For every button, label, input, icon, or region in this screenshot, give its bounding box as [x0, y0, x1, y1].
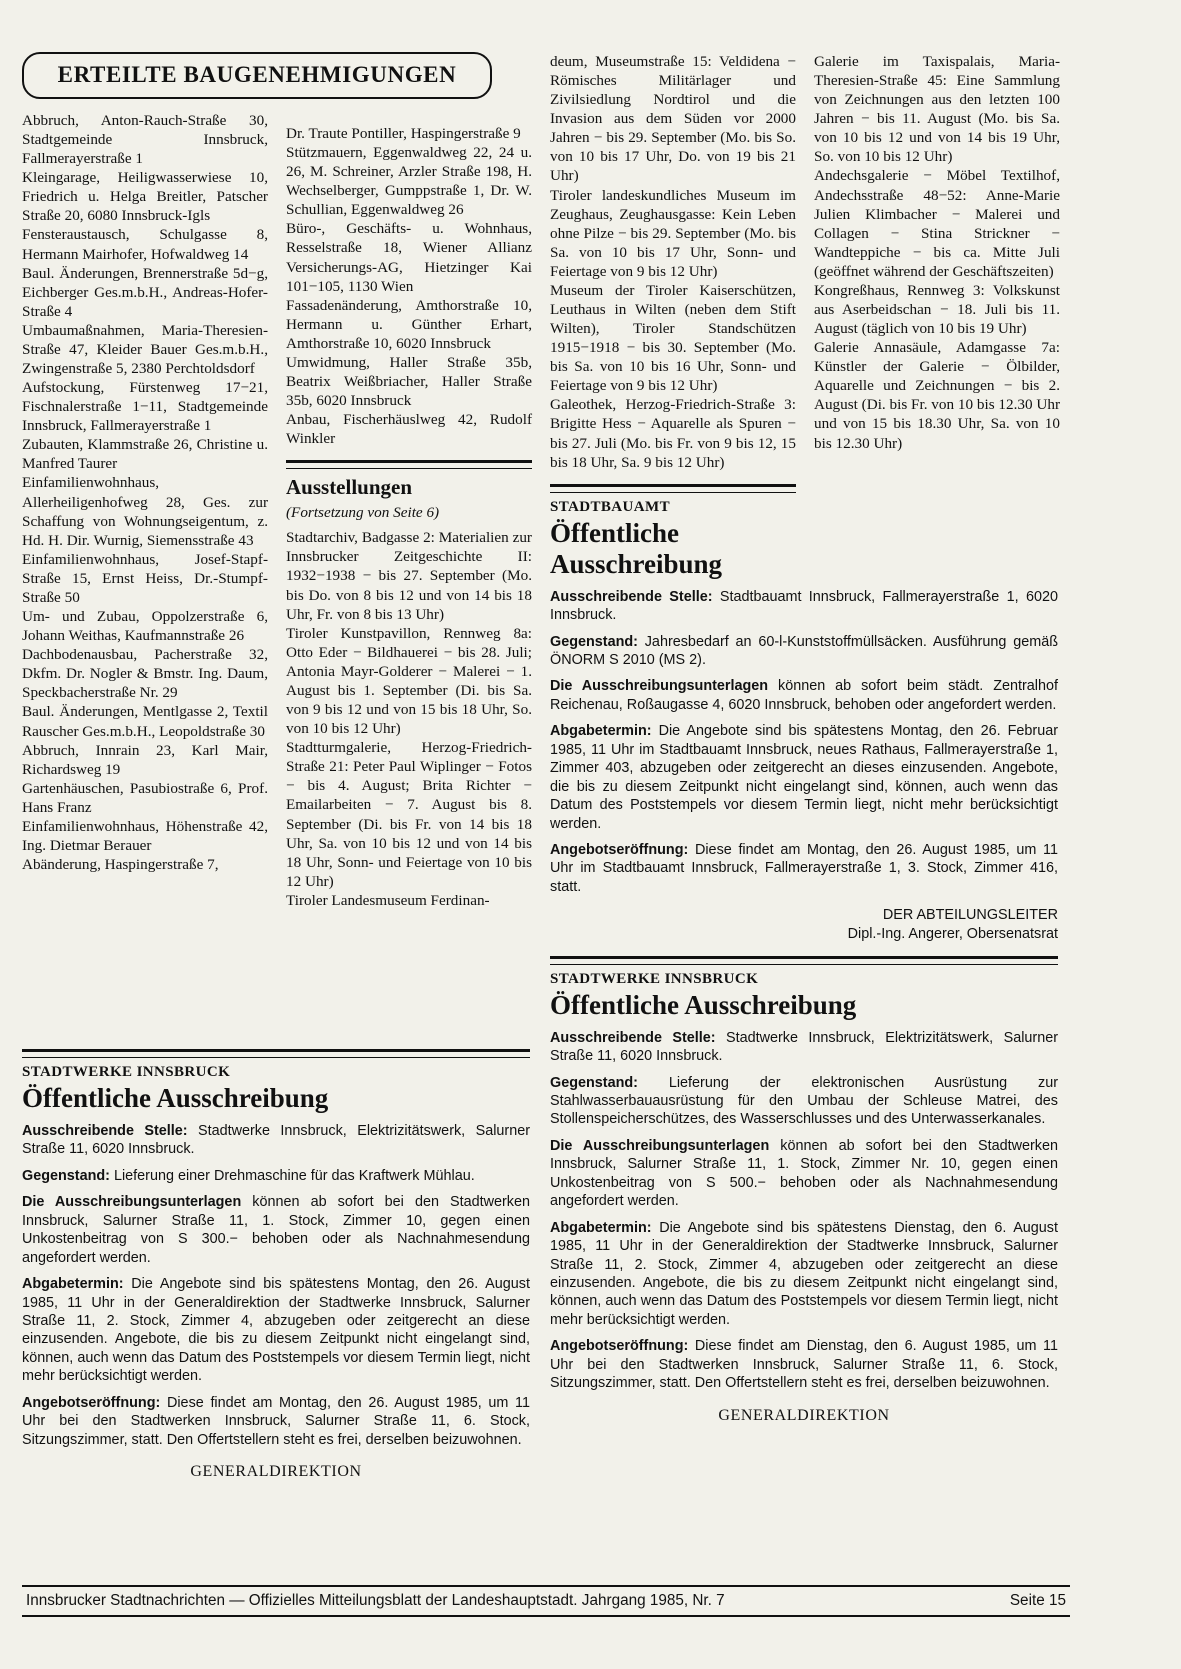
notice-text: Jahresbedarf an 60-l-Kunststoffmüllsäcken. Ausführung gemäß ÖNORM S 2010 (MS 2). — [550, 633, 1058, 669]
divider — [550, 956, 1058, 965]
paragraph: Galerie Annasäule, Adamgasse 7a: Künstler der Galerie − Ölbilder, Aquarelle und Zeichnungen − bis 2. August (Di. bis Fr. von 10 bis 12.30 Uhr und von 15 bis 18.30 Uhr, Sa. von 10 bis 12.30 Uhr) — [814, 339, 1060, 452]
notice-label: Gegenstand: — [22, 1167, 110, 1184]
notice-label: Angebotseröffnung: — [22, 1394, 161, 1411]
notice-text: Die Angebote sind bis spätestens Montag, den 26. Februar 1985, 11 Uhr im Stadtbauamt Innsbruck, neues Rathaus, Fallmerayerstraße 1, Zimmer 403, abzugeben oder zeitgerecht an dieses einzusenden. Angebote, die bis zu diesem Zeitpunkt nicht eingelangt sind, können, auch wenn das Datum des Poststempels vor diesem Termin liegt, nicht mehr berücksichtigt werden. — [550, 723, 1058, 832]
paragraph: Abbruch, Anton-Rauch-Straße 30, Stadtgemeinde Innsbruck, Fallmerayerstraße 1 — [22, 112, 268, 168]
paragraph: Umbaumaßnahmen, Maria-Theresien-Straße 47, Kleider Bauer Ges.m.b.H., Zwingenstraße 5, 2380 Perchtoldsdorf — [22, 321, 268, 378]
notice-heading: Öffentliche Ausschreibung — [550, 989, 857, 1020]
paragraph: Einfamilienwohnhaus, Allerheiligenhofweg 28, Ges. zur Schaffung von Wohnungseigentum, z. Hd. H. Dir. Wurnig, Siemensstraße 43 — [22, 474, 268, 549]
paragraph: Fassadenänderung, Amthorstraße 10, Hermann u. Günther Erhart, Amthorstraße 10, 6020 Innsbruck — [286, 296, 532, 352]
notice-paragraph — [550, 722, 1058, 833]
notice-label: Gegenstand: — [550, 633, 638, 650]
notice-text: Stadtbauamt Innsbruck, Fallmerayerstraße 1, 6020 Innsbruck. — [550, 588, 1058, 624]
notice-text: können ab sofort bei den Stadtwerken Innsbruck, Salurner Straße 11, 1. Stock, Zimmer 10, gegen einen Unkostenbeitrag von S 300.− behoben oder als Nachnahmesendung angefordert werden. — [22, 1194, 531, 1266]
notice-label: Ausschreibende Stelle: — [550, 1029, 716, 1046]
column-2 — [286, 52, 532, 910]
notice-paragraph — [550, 633, 1058, 670]
footer-page-number: Seite 15 — [1009, 1592, 1066, 1609]
ausstellungen-heading: Ausstellungen — [286, 475, 413, 500]
notice-label: Angebotseröffnung: — [550, 841, 689, 858]
notice-label: Abgabetermin: — [22, 1276, 124, 1293]
divider — [286, 460, 532, 469]
notice-paragraph — [550, 588, 1058, 625]
notice-paragraph — [550, 1337, 1058, 1392]
page-content — [22, 52, 1062, 1570]
paragraph: Einfamilienwohnhaus, Josef-Stapf-Straße 15, Ernst Heiss, Dr.-Stumpf-Straße 50 — [22, 550, 268, 606]
paragraph: Stützmauern, Eggenwaldweg 22, 24 u. 26, M. Schreiner, Arzler Straße 198, H. Wechselberger, Gumppstraße 1, Dr. W. Schullian, Eggenwaldweg 26 — [286, 144, 532, 219]
notice-paragraph — [550, 1074, 1058, 1129]
notice-paragraph — [22, 1394, 530, 1449]
notice-label: Angebotseröffnung: — [550, 1338, 689, 1355]
paragraph: Stadtturmgalerie, Herzog-Friedrich-Straße 21: Peter Paul Wiplinger − Fotos − bis 4. August; Brita Richter − Emailarbeiten − 7. August bis 8. September (Di. bis Fr. von 14 bis 18 Uhr, Sa. von 10 bis 12 und von 14 bis 18 Uhr, Sonn- und Feiertage von 10 bis 12 Uhr) — [286, 739, 532, 890]
paragraph: Galeothek, Herzog-Friedrich-Straße 3: Brigitte Hess − Aquarelle als Spuren − bis 27. Juli (Mo. bis Fr. von 9 bis 12, 15 bis 18 Uhr, Sa. 9 bis 12 Uhr) — [550, 396, 796, 471]
notice-paragraph — [550, 1029, 1058, 1066]
notice-heading: Öffentliche Ausschreibung — [22, 1083, 329, 1113]
paragraph: Abänderung, Haspingerstraße 7, — [22, 856, 219, 874]
paragraph: Um- und Zubau, Oppolzerstraße 6, Johann Weithas, Kaufmannstraße 26 — [22, 608, 268, 645]
notice-paragraph — [22, 1193, 530, 1267]
notice-text: können ab sofort bei den Stadtwerken Innsbruck, Salurner Straße 11, 1. Stock, Zimmer Nr. 10, gegen einen Unkostenbeitrag von S 500.− behoben oder als Nachnahmesendung angefordert werden. — [550, 1137, 1059, 1210]
divider — [22, 1049, 530, 1058]
divider — [550, 484, 796, 493]
notice-paragraph — [550, 1137, 1058, 1211]
notice-label: Ausschreibende Stelle: — [22, 1123, 188, 1139]
paragraph: Umwidmung, Haller Straße 35b, Beatrix Weißbriacher, Haller Straße 35b, 6020 Innsbruck — [286, 353, 532, 410]
page-title: ERTEILTE BAUGENEHMIGUNGEN — [57, 62, 457, 87]
notice-text: Lieferung einer Drehmaschine für das Kraftwerk Mühlau. — [109, 1167, 475, 1184]
paragraph: Dachbodenausbau, Pacherstraße 32, Dkfm. Dr. Nogler & Bmstr. Ing. Daum, Speckbacherstraße Nr. 29 — [22, 646, 268, 702]
page-footer — [22, 1585, 1070, 1617]
notice-label: Ausschreibende Stelle: — [550, 588, 713, 605]
paragraph: Kongreßhaus, Rennweg 3: Volkskunst aus Aserbeidschan − 18. Juli bis 11. August (täglich von 10 bis 19 Uhr) — [814, 281, 1060, 338]
column-4 — [814, 52, 1060, 453]
org-label-stadtwerke-right: STADTWERKE INNSBRUCK — [550, 970, 759, 987]
notice-text: Diese findet am Montag, den 26. August 1985, um 11 Uhr bei den Stadtwerken Innsbruck, Salurner Straße 11, 6. Stock, Sitzungszimmer, statt. Den Offertstellern steht es frei, derselben beizuwohnen. — [22, 1394, 530, 1448]
notice-label: Die Ausschreibungsunterlagen — [550, 1137, 770, 1154]
generaldirektion-label: GENERALDIREKTION — [718, 1406, 890, 1424]
paragraph: Kleingarage, Heiligwasserwiese 10, Friedrich u. Helga Breitler, Patscher Straße 20, 6080 Innsbruck-Igls — [22, 169, 268, 225]
paragraph: Fensteraustausch, Schulgasse 8, Hermann Mairhofer, Hofwaldweg 14 — [22, 226, 268, 263]
paragraph: Einfamilienwohnhaus, Höhenstraße 42, Ing. Dietmar Berauer — [22, 817, 268, 854]
notice-paragraph — [550, 841, 1058, 896]
notice-paragraph — [550, 1219, 1058, 1330]
paragraph: Stadtarchiv, Badgasse 2: Materialien zur Innsbrucker Zeitgeschichte II: 1932−1938 − bis 27. September (Mo. bis Do. von 8 bis 12 und von 14 bis 18 Uhr, Fr. von 8 bis 13 Uhr) — [286, 529, 532, 623]
signature-line-2: Dipl.-Ing. Angerer, Obersenatsrat — [847, 926, 1058, 942]
generaldirektion-label: GENERALDIREKTION — [190, 1463, 362, 1480]
org-label-stadtwerke-left: STADTWERKE INNSBRUCK — [22, 1064, 231, 1080]
paragraph: Dr. Traute Pontiller, Haspingerstraße 9 — [286, 125, 521, 142]
paragraph: Tiroler Kunstpavillon, Rennweg 8a: Otto Eder − Bildhauerei − bis 28. Juli; Antonia Mayr-Golderer − Malerei − 1. August bis 1. September (Di. bis Sa. von 9 bis 12 und von 15 bis 18 Uhr, So. von 10 bis 12 Uhr) — [286, 624, 532, 738]
paragraph: Andechsgalerie − Möbel Textilhof, Andechsstraße 48−52: Anne-Marie Julien Klimbacher − Malerei und Collagen − Stina Strickner − Wandteppiche − bis ca. Mitte Juli (geöffnet während der Geschäftszeiten) — [814, 167, 1060, 280]
notice-text: Diese findet am Dienstag, den 6. August 1985, um 11 Uhr bei den Stadtwerken Innsbruck, Salurner Straße 11, 6. Stock, Sitzungszimmer, statt. Den Offertstellern steht es frei, derselben beizuwohnen. — [550, 1338, 1058, 1392]
notice-label: Die Ausschreibungsunterlagen — [550, 678, 769, 695]
paragraph: Baul. Änderungen, Brennerstraße 5d−g, Eichberger Ges.m.b.H., Andreas-Hofer-Straße 4 — [22, 264, 268, 320]
ausstellungen-subtitle: (Fortsetzung von Seite 6) — [286, 504, 440, 522]
notice-paragraph — [550, 677, 1058, 714]
signature-block — [550, 906, 1058, 943]
signature-line-1: DER ABTEILUNGSLEITER — [882, 907, 1058, 924]
paragraph: Aufstockung, Fürstenweg 17−21, Fischnalerstraße 1−11, Stadtgemeinde Innsbruck, Fallmerayerstraße 1 — [22, 379, 268, 435]
paragraph: Büro-, Geschäfts- u. Wohnhaus, Resselstraße 18, Wiener Allianz Versicherungs-AG, Hietzinger Kai 101−105, 1130 Wien — [286, 220, 532, 295]
paragraph: Gartenhäuschen, Pasubiostraße 6, Prof. Hans Franz — [22, 779, 268, 816]
org-label-stadtbauamt: STADTBAUAMT — [550, 498, 670, 515]
notice-text: Die Angebote sind bis spätestens Dienstag, den 6. August 1985, 11 Uhr in der Generaldirektion der Stadtwerke Innsbruck, Salurner Straße 11, 2. Stock, Zimmer 4, abzugeben oder zeitgerecht an diese einzusenden. Angebote, die bis zu diesem Zeitpunkt nicht eingelangt sind, können, auch wenn das Datum des Poststempels vor diesem Termin liegt, nicht mehr berücksichtigt werden. — [550, 1219, 1058, 1328]
notice-heading: Öffentliche Ausschreibung — [550, 517, 723, 579]
notice-label: Gegenstand: — [550, 1074, 638, 1091]
notice-paragraph — [22, 1167, 530, 1185]
notice-text: Stadtwerke Innsbruck, Elektrizitätswerk, Salurner Straße 11, 6020 Innsbruck. — [550, 1029, 1058, 1065]
paragraph: Tiroler Landesmuseum Ferdinan- — [286, 891, 490, 909]
paragraph: Zubauten, Klammstraße 26, Christine u. Manfred Taurer — [22, 436, 268, 473]
paragraph: Baul. Änderungen, Mentlgasse 2, Textil Rauscher Ges.m.b.H., Leopoldstraße 30 — [22, 703, 268, 740]
notice-paragraph — [22, 1122, 530, 1159]
notice-label: Abgabetermin: — [550, 1219, 652, 1236]
paragraph: deum, Museumstraße 15: Veldidena − Römisches Militärlager und Zivilsiedlung Nordtirol und die Invasion aus dem Süden vor 2000 Jahren − bis 29. September (Mo. bis So. von 10 bis 17 Uhr, Do. von 19 bis 21 Uhr) — [550, 53, 796, 185]
notice-text: Stadtwerke Innsbruck, Elektrizitätswerk, Salurner Straße 11, 6020 Innsbruck. — [22, 1123, 530, 1158]
paragraph: Anbau, Fischerhäuslweg 42, Rudolf Winkler — [286, 411, 532, 448]
notice-label: Die Ausschreibungsunterlagen — [22, 1194, 242, 1211]
paragraph: Tiroler landeskundliches Museum im Zeughaus, Zeughausgasse: Kein Leben ohne Pilze − bis 29. September (Mo. bis Sa. von 10 bis 17 Uhr, Sonn- und Feiertage von 9 bis 12 Uhr) — [550, 186, 796, 280]
paragraph: Museum der Tiroler Kaiserschützen, Leuthaus in Wilten (neben dem Stift Wilten), Tiroler Standschützen 1915−1918 − bis 30. September (Mo. bis Sa. von 10 bis 16 Uhr, Sonn- und Feiertage von 9 bis 12 Uhr) — [550, 281, 796, 395]
footer-left-text: Innsbrucker Stadtnachrichten — Offizielles Mitteilungsblatt der Landeshauptstadt. Jahrgang 1985, Nr. 7 — [26, 1592, 725, 1609]
notice-text: Lieferung der elektronischen Ausrüstung zur Stahlwasserbauausrüstung für den Umbau der Schleuse Matrei, des Stollenspeicherschützes, des Wasserschlusses und des Unterwasserkanales. — [550, 1074, 1058, 1128]
notice-text: Die Angebote sind bis spätestens Montag, den 26. August 1985, 11 Uhr in der Generaldirektion der Stadtwerke Innsbruck, Salurner Straße 11, 2. Stock, Zimmer 4, abzugeben oder zeitgerecht an diese einzusenden. Angebote, die bis zu diesem Zeitpunkt nicht eingelangt sind, können, auch wenn das Datum des Poststempels vor diesem Termin liegt, nicht mehr berücksichtigt werden. — [22, 1276, 530, 1385]
notice-paragraph — [22, 1275, 530, 1386]
notice-label: Abgabetermin: — [550, 723, 652, 740]
notice-text: Diese findet am Montag, den 26. August 1985, um 11 Uhr im Stadtbauamt Innsbruck, Fallmerayerstraße 1, 3. Stock, Zimmer 416, statt. — [550, 841, 1058, 895]
notice-text: können ab sofort beim städt. Zentralhof Reichenau, Roßaugasse 4, 6020 Innsbruck, behoben oder angefordert werden. — [550, 678, 1058, 713]
paragraph: Galerie im Taxispalais, Maria-Theresien-Straße 45: Eine Sammlung von Zeichnungen aus den letzten 100 Jahren − bis 11. August (Mo. bis Sa. von 10 bis 12 und von 14 bis 19 Uhr, So. von 10 bis 12 Uhr) — [814, 53, 1060, 166]
paragraph: Abbruch, Innrain 23, Karl Mair, Richardsweg 19 — [22, 741, 268, 778]
stadtwerke-left-notice — [22, 1037, 530, 1481]
